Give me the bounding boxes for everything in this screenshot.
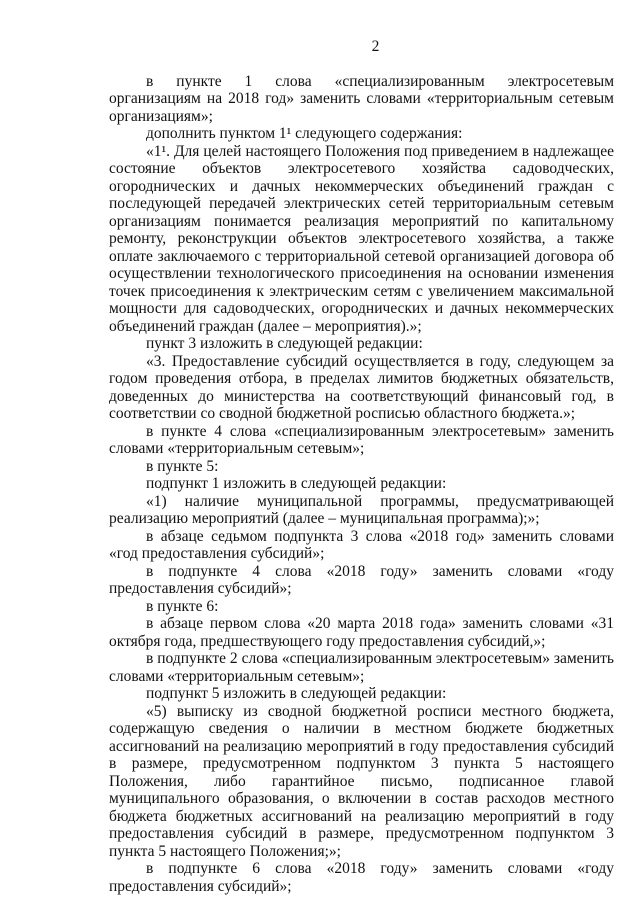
paragraph: в подпункте 2 слова «специализированным электросетевым» заменить словами «территориальным сетевым»; [109, 650, 614, 685]
paragraph: «1¹. Для целей настоящего Положения под приведением в надлежащее состояние объектов электросетевого хозяйства садоводческих, огороднических и дачных некоммерческих объединений граждан с последующей передачей электрических сетей территориальным сетевым организациям понимается реализация мероприятий по капитальному ремонту, реконструкции объектов электросетевого хозяйства, а также оплате заключаемого с территориальной сетевой организацией договора об осуществлении технологического присоединения на основании изменения точек присоединения к электрическим сетям с увеличением максимальной мощности для садоводческих, огороднических и дачных некоммерческих объединений граждан (далее – мероприятия).»; [109, 142, 614, 335]
paragraph: «3. Предоставление субсидий осуществляется в году, следующем за годом проведения отбора, в пределах лимитов бюджетных обязательств, доведенных до министерства на соответствующий финансовый год, в соответствии со сводной бюджетной росписью областного бюджета.»; [109, 352, 614, 422]
paragraph: в абзаце первом слова «20 марта 2018 года» заменить словами «31 октября года, предшествующего году предоставления субсидий,»; [109, 615, 614, 650]
page-number: 2 [371, 38, 380, 55]
paragraph: дополнить пунктом 1¹ следующего содержания: [146, 125, 463, 142]
paragraph: в подпункте 6 слова «2018 году» заменить словами «году предоставления субсидий»; [109, 860, 614, 895]
paragraph: в пункте 4 слова «специализированным электросетевым» заменить словами «территориальным сетевым»; [109, 422, 614, 457]
paragraph: в пункте 1 слова «специализированным электросетевым организациям на 2018 год» заменить словами «территориальным сетевым организациям»; [109, 72, 614, 125]
paragraph: подпункт 5 изложить в следующей редакции: [146, 685, 447, 702]
paragraph: «5) выписку из сводной бюджетной росписи местного бюджета, содержащую сведения о наличии в местном бюджете бюджетных ассигнований на реализацию мероприятий в году предоставления субсидий в размере, предусмотренном подпунктом 3 пункта 5 настоящего Положения, либо гарантийное письмо, подписанное главой муниципального образования, о включении в состав расходов местного бюджета бюджетных ассигнований на реализацию мероприятий в году предоставления субсидий в размере, предусмотренном подпунктом 3 пункта 5 настоящего Положения;»; [109, 702, 614, 860]
paragraph: в пункте 5: [146, 457, 219, 475]
paragraph: пункт 3 изложить в следующей редакции: [146, 335, 423, 352]
paragraph: «1) наличие муниципальной программы, предусматривающей реализацию мероприятий (далее – муниципальная программа);»; [109, 492, 614, 527]
document-body [109, 73, 614, 896]
paragraph: в подпункте 4 слова «2018 году» заменить словами «году предоставления субсидий»; [109, 562, 614, 597]
document-page [109, 38, 614, 895]
paragraph: подпункт 1 изложить в следующей редакции: [146, 475, 447, 492]
paragraph: в пункте 6: [146, 597, 219, 615]
paragraph: в абзаце седьмом подпункта 3 слова «2018 год» заменить словами «год предоставления субсидий»; [109, 527, 614, 562]
